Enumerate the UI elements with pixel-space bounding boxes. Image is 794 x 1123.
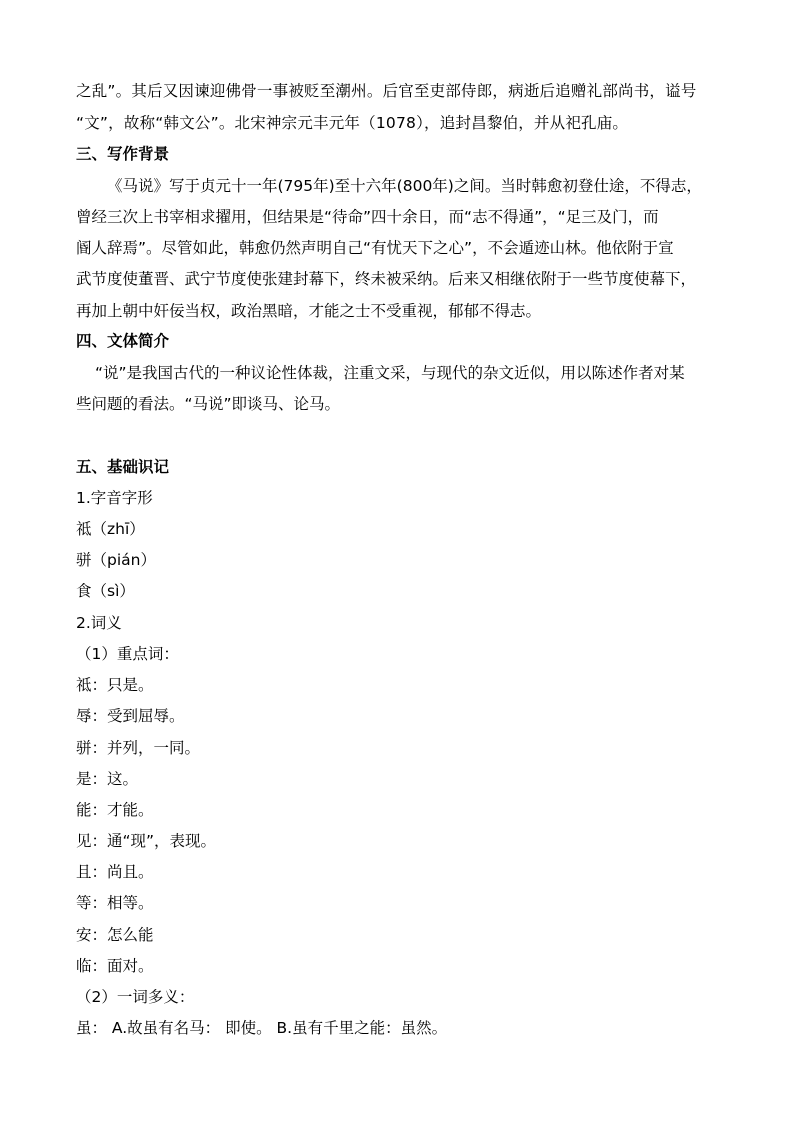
- key-word-item: 临：面对。: [76, 957, 154, 975]
- section-3-line-1: 《马说》写于贞元十一年(795年)至十六年(800年)之间。当时韩愈初登仕途，不得志，: [107, 177, 702, 195]
- key-word-item: 能：才能。: [76, 801, 154, 819]
- key-words-heading: （1）重点词：: [76, 645, 179, 663]
- section-3-heading: 三、写作背景: [76, 145, 170, 163]
- section-3-line-3: 阍人辞焉”。尽管如此，韩愈仍然声明自己“有忧天下之心”，不会遁迹山林。他依附于宣: [76, 239, 674, 257]
- section-3-line-4: 武节度使董晋、武宁节度使张建封幕下，终未被采纳。后来又相继依附于一些节度使幕下，: [76, 270, 697, 288]
- key-word-item: 骈：并列，一同。: [76, 739, 201, 757]
- polysemy-heading: （2）一词多义：: [76, 988, 195, 1006]
- intro-line-1: 之乱”。其后又因谏迎佛骨一事被贬至潮州。后官至吏部侍郎，病逝后追赠礼部尚书，谥号: [76, 82, 697, 100]
- key-word-item: 祗：只是。: [76, 676, 154, 694]
- section-4-heading: 四、文体简介: [76, 332, 170, 350]
- section-4-line-2: 些问题的看法。“马说”即谈马、论马。: [76, 395, 341, 413]
- section-5-heading: 五、基础识记: [76, 458, 170, 476]
- intro-line-2: “文”，故称“韩文公”。北宋神宗元丰元年（1078），追封昌黎伯，并从祀孔庙。: [76, 114, 629, 132]
- section-3-line-2: 曾经三次上书宰相求擢用，但结果是“待命”四十余日，而“志不得通”，“足三及门，而: [76, 208, 659, 226]
- section-3-line-5: 再加上朝中奸佞当权，政治黑暗，才能之士不受重视，郁郁不得志。: [76, 302, 542, 320]
- key-word-item: 见：通“现”，表现。: [76, 832, 217, 850]
- key-word-item: 等：相等。: [76, 894, 154, 912]
- section-4-line-1: “说”是我国古代的一种议论性体裁，注重文采，与现代的杂文近似，用以陈述作者对某: [95, 364, 685, 382]
- pron-item: 食（sì）: [76, 582, 135, 600]
- subsection-meaning: 2.词义: [76, 614, 122, 632]
- key-word-item: 辱：受到屈辱。: [76, 707, 185, 725]
- key-word-item: 安：怎么能: [76, 926, 154, 944]
- key-word-item: 且：尚且。: [76, 863, 154, 881]
- subsection-pronunciation: 1.字音字形: [76, 489, 153, 507]
- key-word-item: 是：这。: [76, 770, 139, 788]
- polysemy-item: 虽： A.故虽有名马： 即使。 B.虽有千里之能：虽然。: [76, 1019, 448, 1037]
- pron-item: 骈（pián）: [76, 551, 156, 569]
- pron-item: 祗（zhī）: [76, 520, 145, 538]
